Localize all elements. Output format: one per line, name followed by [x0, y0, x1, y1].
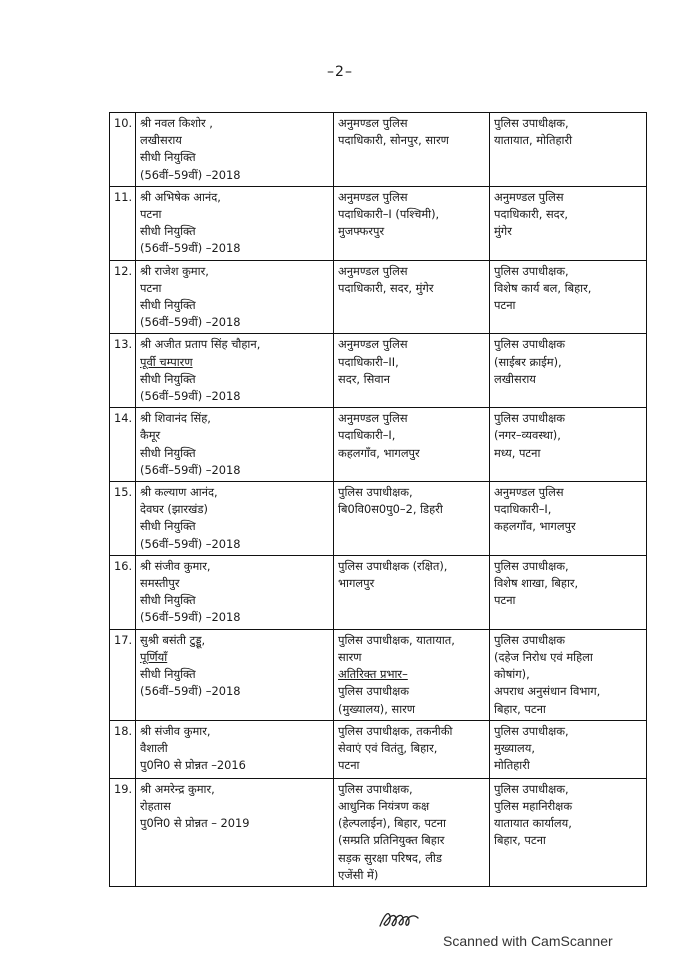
posting-table-body: [110, 113, 647, 887]
page-number: –2–: [327, 64, 353, 80]
text-line: सीधी नियुक्ति: [140, 667, 196, 682]
officer-name-cell: [136, 260, 334, 334]
text-line: श्री संजीव कुमार,: [140, 723, 211, 738]
text-line: (56वीं–59वीं) –2018: [140, 536, 241, 551]
text-line: सेवाएं एवं वितंतु, बिहार,: [338, 740, 438, 755]
text-line: (56वीं–59वीं) –2018: [140, 610, 241, 625]
current-posting-cell: [334, 186, 490, 260]
text-line: (56वीं–59वीं) –2018: [140, 462, 241, 477]
text-line: भागलपुर: [338, 576, 375, 591]
text-line: मध्य, पटना: [494, 445, 541, 460]
officer-name-cell: [136, 482, 334, 556]
serial-number: 16.: [110, 555, 136, 629]
text-line: सीधी नियुक्ति: [140, 150, 196, 165]
text-line: मोतिहारी: [494, 758, 530, 773]
text-line: सीधी नियुक्ति: [140, 224, 196, 239]
scanner-watermark: Scanned with CamScanner: [443, 933, 613, 949]
text-line: पुलिस उपाधीक्षक,: [338, 485, 413, 500]
new-posting-cell: [490, 778, 647, 886]
serial-number: 13.: [110, 334, 136, 408]
current-posting-cell: [334, 482, 490, 556]
text-line: सीधी नियुक्ति: [140, 593, 196, 608]
text-line: श्री अजीत प्रताप सिंह चौहान,: [140, 337, 261, 352]
text-line: (नगर–व्यवस्था),: [494, 428, 561, 443]
text-line: (सम्प्रति प्रतिनियुक्त बिहार: [338, 833, 445, 848]
current-posting-cell: [334, 334, 490, 408]
text-line: एजेंसी में): [338, 867, 379, 882]
text-line: श्री शिवानंद सिंह,: [140, 411, 211, 426]
text-line: अतिरिक्त प्रभार–: [338, 667, 408, 682]
text-line: पदाधिकारी, सदर,: [494, 207, 569, 222]
text-line: सीधी नियुक्ति: [140, 298, 196, 313]
text-line: सीधी नियुक्ति: [140, 519, 196, 534]
table-row: [110, 186, 647, 260]
text-line: पुलिस उपाधीक्षक: [338, 684, 409, 699]
serial-number: 11.: [110, 186, 136, 260]
text-line: सारण: [338, 649, 362, 664]
current-posting-cell: [334, 408, 490, 482]
text-line: अपराध अनुसंधान विभाग,: [494, 684, 601, 699]
text-line: पु0नि0 से प्रोन्नत –2016: [140, 758, 246, 773]
text-line: पुलिस उपाधीक्षक: [494, 337, 565, 352]
text-line: पदाधिकारी, सोनपुर, सारण: [338, 133, 449, 148]
text-line: पुलिस उपाधीक्षक: [494, 411, 565, 426]
text-line: पदाधिकारी–I (पश्चिमी),: [338, 207, 440, 222]
text-line: अनुमण्डल पुलिस: [494, 485, 564, 500]
text-line: लखीसराय: [140, 133, 182, 148]
text-line: कोषांग),: [494, 667, 530, 682]
text-line: पुलिस उपाधीक्षक,: [494, 723, 569, 738]
current-posting-cell: [334, 260, 490, 334]
text-line: (56वीं–59वीं) –2018: [140, 684, 241, 699]
serial-number: 14.: [110, 408, 136, 482]
current-posting-cell: [334, 629, 490, 720]
text-line: पुलिस उपाधीक्षक,: [494, 781, 569, 796]
table-row: [110, 260, 647, 334]
table-row: [110, 720, 647, 778]
text-line: मुंगेर: [494, 224, 512, 239]
new-posting-cell: [490, 555, 647, 629]
new-posting-cell: [490, 408, 647, 482]
text-line: श्री राजेश कुमार,: [140, 263, 209, 278]
officer-name-cell: [136, 720, 334, 778]
text-line: पुलिस उपाधीक्षक,: [338, 781, 413, 796]
text-line: श्री अमरेन्द्र कुमार,: [140, 781, 215, 796]
current-posting-cell: [334, 113, 490, 187]
text-line: सीधी नियुक्ति: [140, 445, 196, 460]
current-posting-cell: [334, 555, 490, 629]
table-row: [110, 113, 647, 187]
text-line: कहलगाँव, भागलपुर: [338, 445, 420, 460]
text-line: सुश्री बसंती टुड्डू,: [140, 632, 206, 647]
text-line: विशेष कार्य बल, बिहार,: [494, 280, 592, 295]
serial-number: 18.: [110, 720, 136, 778]
text-line: सदर, सिवान: [338, 371, 390, 386]
text-line: पटना: [494, 298, 516, 313]
officer-name-cell: [136, 629, 334, 720]
text-line: यातायात, मोतिहारी: [494, 133, 573, 148]
new-posting-cell: [490, 260, 647, 334]
text-line: बि0वि0स0पु0–2, डिहरी: [338, 502, 443, 517]
text-line: सड़क सुरक्षा परिषद, लीड: [338, 850, 442, 865]
text-line: श्री कल्याण आनंद,: [140, 485, 218, 500]
officer-name-cell: [136, 778, 334, 886]
table-row: [110, 334, 647, 408]
serial-number: 10.: [110, 113, 136, 187]
text-line: कहलगाँव, भागलपुर: [494, 519, 576, 534]
text-line: पदाधिकारी–I,: [338, 428, 396, 443]
officer-name-cell: [136, 408, 334, 482]
officer-name-cell: [136, 113, 334, 187]
text-line: श्री संजीव कुमार,: [140, 558, 211, 573]
text-line: समस्तीपुर: [140, 576, 180, 591]
text-line: (दहेज निरोध एवं महिला: [494, 649, 593, 664]
text-line: पुलिस उपाधीक्षक, यातायात,: [338, 632, 455, 647]
text-line: श्री अभिषेक आनंद,: [140, 189, 221, 204]
text-line: अनुमण्डल पुलिस: [338, 337, 408, 352]
text-line: (56वीं–59वीं) –2018: [140, 315, 241, 330]
text-line: पदाधिकारी–II,: [338, 354, 399, 369]
text-line: अनुमण्डल पुलिस: [338, 189, 408, 204]
new-posting-cell: [490, 720, 647, 778]
serial-number: 12.: [110, 260, 136, 334]
text-line: पुलिस उपाधीक्षक,: [494, 263, 569, 278]
new-posting-cell: [490, 186, 647, 260]
text-line: पुलिस महानिरीक्षक: [494, 798, 573, 813]
text-line: पटना: [494, 593, 516, 608]
text-line: पु0नि0 से प्रोन्नत – 2019: [140, 816, 250, 831]
serial-number: 15.: [110, 482, 136, 556]
new-posting-cell: [490, 113, 647, 187]
new-posting-cell: [490, 482, 647, 556]
officer-name-cell: [136, 555, 334, 629]
table-row: [110, 482, 647, 556]
text-line: (56वीं–59वीं) –2018: [140, 167, 241, 182]
table-row: [110, 778, 647, 886]
table-row: [110, 629, 647, 720]
current-posting-cell: [334, 720, 490, 778]
posting-table: [109, 112, 647, 887]
text-line: पटना: [140, 207, 162, 222]
text-line: बिहार, पटना: [494, 833, 546, 848]
text-line: पूर्वी चम्पारण: [140, 354, 193, 369]
text-line: अनुमण्डल पुलिस: [494, 189, 564, 204]
text-line: पुलिस उपाधीक्षक (रक्षित),: [338, 558, 448, 573]
officer-name-cell: [136, 334, 334, 408]
current-posting-cell: [334, 778, 490, 886]
text-line: वैशाली: [140, 740, 168, 755]
text-line: पुलिस उपाधीक्षक: [494, 632, 565, 647]
text-line: रोहतास: [140, 798, 171, 813]
text-line: पटना: [338, 758, 360, 773]
text-line: पुलिस उपाधीक्षक,: [494, 116, 569, 130]
text-line: पुलिस उपाधीक्षक, तकनीकी: [338, 723, 453, 738]
text-line: लखीसराय: [494, 371, 536, 386]
text-line: श्री नवल किशोर ,: [140, 116, 213, 130]
text-line: सीधी नियुक्ति: [140, 371, 196, 386]
text-line: पूर्णियाँ: [140, 649, 168, 664]
officer-name-cell: [136, 186, 334, 260]
text-line: (हेल्पलाईन), बिहार, पटना: [338, 816, 446, 831]
text-line: पदाधिकारी–I,: [494, 502, 552, 517]
text-line: अनुमण्डल पुलिस: [338, 116, 408, 130]
text-line: कैमूर: [140, 428, 161, 443]
serial-number: 19.: [110, 778, 136, 886]
text-line: बिहार, पटना: [494, 701, 546, 716]
table-row: [110, 408, 647, 482]
text-line: पदाधिकारी, सदर, मुंगेर: [338, 280, 434, 295]
text-line: आधुनिक नियंत्रण कक्ष: [338, 798, 430, 813]
text-line: (मुख्यालय), सारण: [338, 701, 416, 716]
text-line: मुख्यालय,: [494, 740, 535, 755]
text-line: पटना: [140, 280, 162, 295]
text-line: यातायात कार्यालय,: [494, 816, 572, 831]
text-line: (56वीं–59वीं) –2018: [140, 389, 241, 404]
text-line: अनुमण्डल पुलिस: [338, 263, 408, 278]
new-posting-cell: [490, 629, 647, 720]
text-line: अनुमण्डल पुलिस: [338, 411, 408, 426]
text-line: (56वीं–59वीं) –2018: [140, 241, 241, 256]
text-line: (साईबर क्राईम),: [494, 354, 562, 369]
serial-number: 17.: [110, 629, 136, 720]
table-row: [110, 555, 647, 629]
text-line: पुलिस उपाधीक्षक,: [494, 558, 569, 573]
signature-mark: [376, 902, 422, 932]
text-line: मुजफ्फरपुर: [338, 224, 385, 239]
text-line: विशेष शाखा, बिहार,: [494, 576, 579, 591]
new-posting-cell: [490, 334, 647, 408]
text-line: देवघर (झारखंड): [140, 502, 208, 517]
